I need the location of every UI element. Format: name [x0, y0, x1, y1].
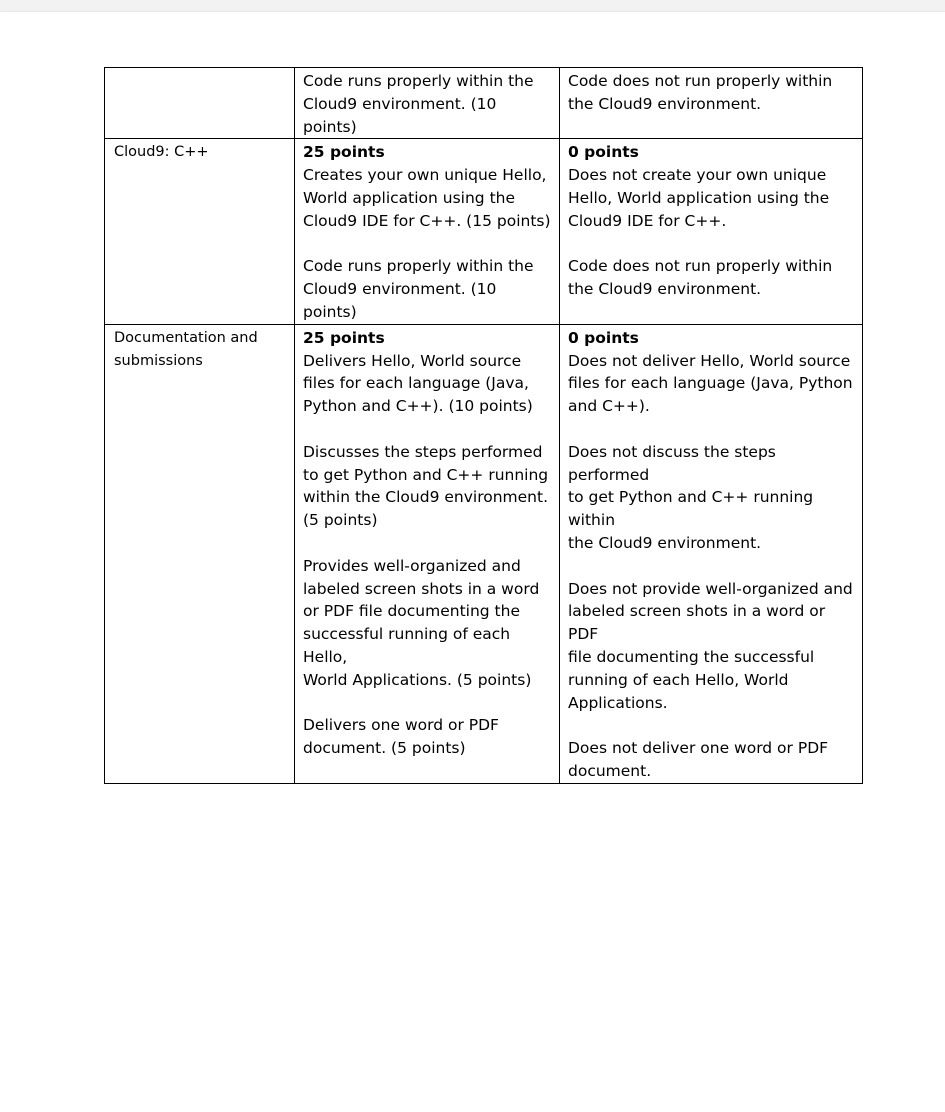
criterion-label: Cloud9: C++ [114, 144, 209, 161]
full-credit-text: Discusses the steps performed to get Python and C++ running within the Cloud9 environment. (5 points) [303, 442, 549, 530]
grading-rubric-table [104, 67, 863, 784]
no-credit-text: Does not discuss the steps performed to get Python and C++ running within the Cloud9 environment. [568, 442, 814, 552]
no-credit-text: Does not deliver one word or PDF document. [568, 739, 829, 780]
full-credit-cell [295, 324, 560, 783]
rubric-row-continued [105, 68, 863, 139]
full-credit-text: Provides well-organized and labeled screen shots in a word or PDF file documenting the successful running of each Hello, World Applications. (5 points) [303, 556, 540, 689]
no-credit-cell [560, 139, 863, 324]
full-credit-text: Delivers Hello, World source files for each language (Java, Python and C++). (10 points) [303, 351, 533, 416]
full-credit-cell [295, 139, 560, 324]
no-credit-points: 0 points [568, 143, 639, 162]
no-credit-text: Code does not run properly within the Cloud9 environment. [568, 257, 833, 299]
no-credit-points: 0 points [568, 328, 639, 347]
no-credit-cell [560, 324, 863, 783]
full-credit-text: Code runs properly within the Cloud9 environment. (10 points) [303, 257, 534, 321]
criterion-label: Documentation and submissions [114, 329, 258, 369]
criterion-cell [105, 68, 295, 139]
document-page [0, 12, 945, 1112]
no-credit-text: Does not create your own unique Hello, World application using the Cloud9 IDE for C++. [568, 166, 830, 230]
no-credit-text: Does not deliver Hello, World source files for each language (Java, Python and C++). [568, 351, 853, 416]
full-credit-text: Delivers one word or PDF document. (5 points) [303, 716, 499, 758]
rubric-row-documentation [105, 324, 863, 783]
full-credit-text: Creates your own unique Hello, World application using the Cloud9 IDE for C++. (15 points) [303, 166, 551, 230]
no-credit-text: Code does not run properly within the Cloud9 environment. [568, 72, 833, 113]
rubric-row-cloud9-cpp [105, 139, 863, 324]
no-credit-text: Does not provide well-organized and labeled screen shots in a word or PDF file documenting the successful running of each Hello, World Applications. [568, 579, 853, 712]
full-credit-points: 25 points [303, 328, 385, 347]
criterion-cell [105, 139, 295, 324]
full-credit-cell [295, 68, 560, 139]
full-credit-points: 25 points [303, 143, 385, 162]
full-credit-text: Code runs properly within the Cloud9 environment. (10 points) [303, 72, 534, 136]
no-credit-cell [560, 68, 863, 139]
criterion-cell [105, 324, 295, 783]
